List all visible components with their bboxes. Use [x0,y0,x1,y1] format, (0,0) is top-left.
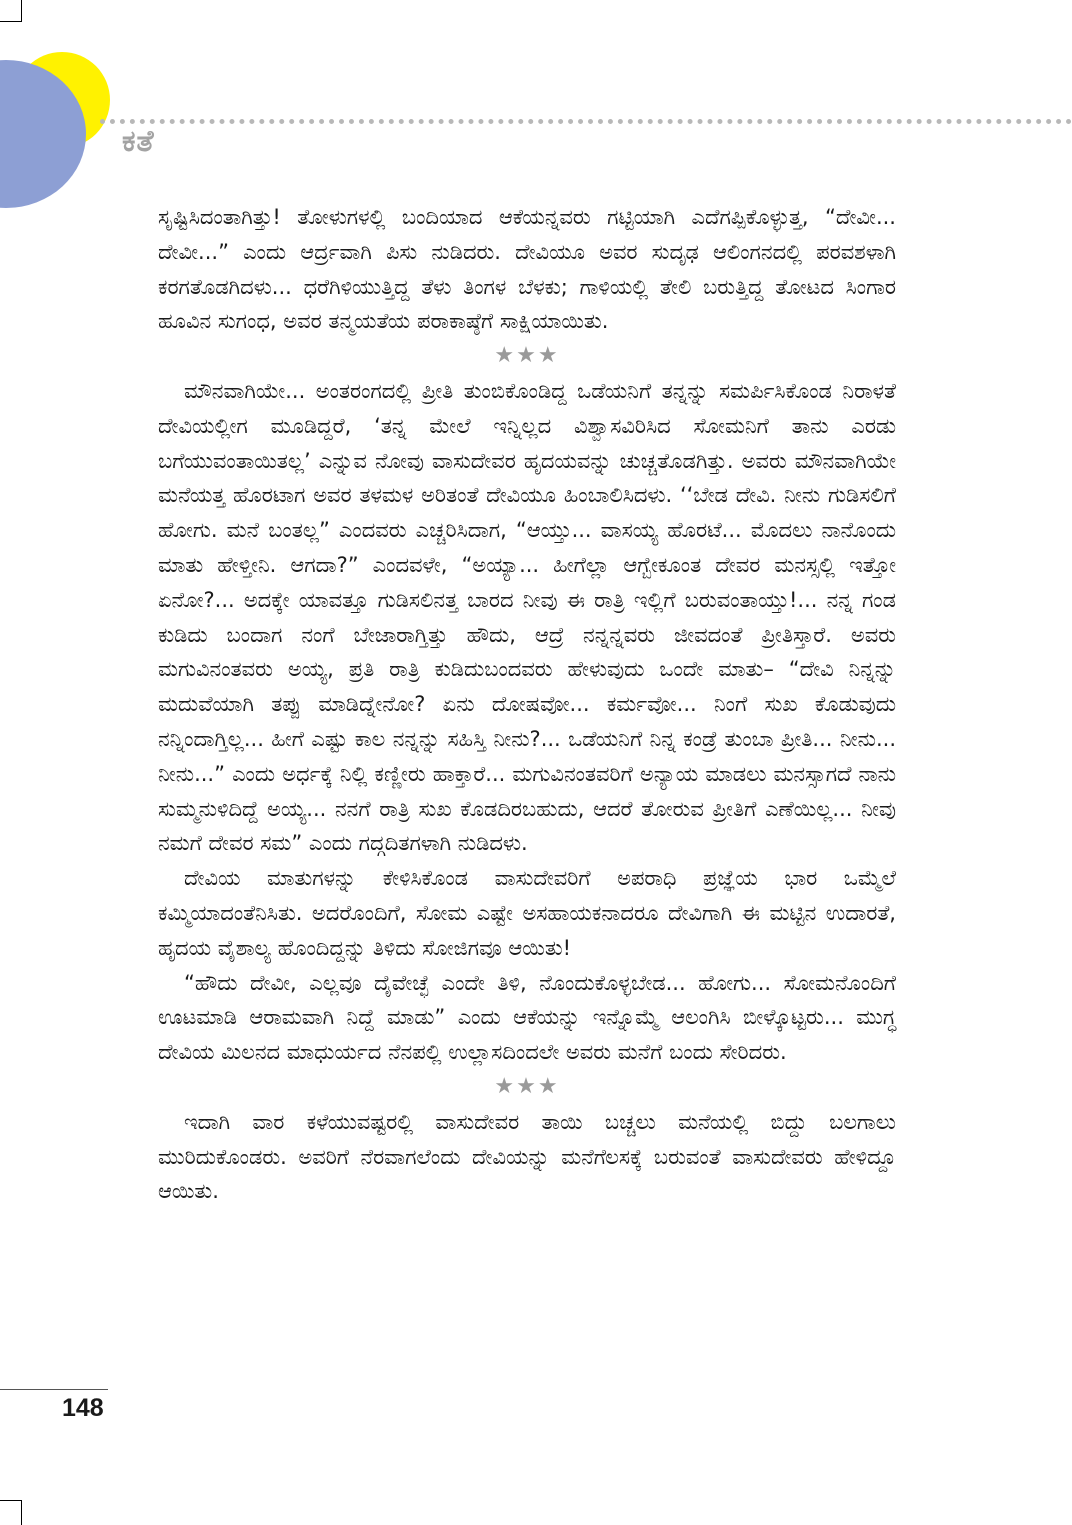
page-number: 148 [62,1394,104,1422]
page-number-rule [0,1389,108,1390]
header-dotted-rule [100,119,1072,124]
paragraph: ದೇವಿಯ ಮಾತುಗಳನ್ನು ಕೇಳಿಸಿಕೊಂಡ ವಾಸುದೇವರಿಗೆ ಅಪರಾಧಿ ಪ್ರಜ್ಞೆಯ ಭಾರ ಒಮ್ಮೆಲೆ ಕಮ್ಮಿಯಾದಂತೆನಿಸಿತು. ಅದರೊಂದಿಗೆ, ಸೋಮ ಎಷ್ಟೇ ಅಸಹಾಯಕನಾದರೂ ದೇವಿಗಾಗಿ ಈ ಮಟ್ಟಿನ ಉದಾರತೆ, ಹೃದಯ ವೈಶಾಲ್ಯ ಹೊಂದಿದ್ದನ್ನು ತಿಳಿದು ಸೋಜಿಗವೂ ಆಯಿತು! [158,866,896,960]
story-body [158,200,896,1209]
paragraph: ಇದಾಗಿ ವಾರ ಕಳೆಯುವಷ್ಟರಲ್ಲಿ ವಾಸುದೇವರ ತಾಯಿ ಬಚ್ಚಲು ಮನೆಯಲ್ಲಿ ಬಿದ್ದು ಬಲಗಾಲು ಮುರಿದುಕೊಂಡರು. ಅವರಿಗೆ ನೆರವಾಗಲೆಂದು ದೇವಿಯನ್ನು ಮನೆಗೆಲಸಕ್ಕೆ ಬರುವಂತೆ ವಾಸುದೇವರು ಹೇಳಿದ್ದೂ ಆಯಿತು. [158,1109,896,1204]
crop-mark-bottom-left-horizontal [0,1500,22,1501]
crop-mark-bottom-left [21,1500,22,1525]
section-label: ಕತೆ [122,124,155,159]
crop-mark-top-left-horizontal [0,21,22,22]
section-divider-stars: ★★★ [494,1073,560,1099]
paragraph: “ಹೌದು ದೇವೀ, ಎಲ್ಲವೂ ದೈವೇಚ್ಛೆ ಎಂದೇ ತಿಳಿ, ನೊಂದುಕೊಳ್ಳಬೇಡ... ಹೋಗು... ಸೋಮನೊಂದಿಗೆ ಊಟಮಾಡಿ ಆರಾಮವಾಗಿ ನಿದ್ದೆ ಮಾಡು” ಎಂದು ಆಕೆಯನ್ನು ಇನ್ನೊಮ್ಮೆ ಆಲಂಗಿಸಿ ಬೀಳ್ಕೊಟ್ಟರು... ಮುಗ್ಧ ದೇವಿಯ ಮಿಲನದ ಮಾಧುರ್ಯದ ನೆನಪಲ್ಲಿ ಉಲ್ಲಾಸದಿಂದಲೇ ಅವರು ಮನೆಗೆ ಬಂದು ಸೇರಿದರು. [158,970,896,1065]
crop-mark-top-left [21,0,22,22]
paragraph: ಸೃಷ್ಟಿಸಿದಂತಾಗಿತ್ತು! ತೋಳುಗಳಲ್ಲಿ ಬಂದಿಯಾದ ಆಕೆಯನ್ನವರು ಗಟ್ಟಿಯಾಗಿ ಎದೆಗಪ್ಪಿಕೊಳ್ಳುತ್ತ, “ದೇವೀ... ದೇವೀ...” ಎಂದು ಆರ್ದ್ರವಾಗಿ ಪಿಸು ನುಡಿದರು. ದೇವಿಯೂ ಅವರ ಸುದೃಢ ಆಲಿಂಗನದಲ್ಲಿ ಪರವಶಳಾಗಿ ಕರಗತೊಡಗಿದಳು... ಧರೆಗಿಳಿಯುತ್ತಿದ್ದ ತೆಳು ತಿಂಗಳ ಬೆಳಕು; ಗಾಳಿಯಲ್ಲಿ ತೇಲಿ ಬರುತ್ತಿದ್ದ ತೋಟದ ಸಿಂಗಾರ ಹೂವಿನ ಸುಗಂಧ, ಅವರ ತನ್ಮಯತೆಯ ಪರಾಕಾಷ್ಠೆಗೆ ಸಾಕ್ಷಿಯಾಯಿತು. [158,205,896,334]
section-divider-stars: ★★★ [494,343,560,369]
paragraph: ಮೌನವಾಗಿಯೇ... ಅಂತರಂಗದಲ್ಲಿ ಪ್ರೀತಿ ತುಂಬಿಕೊಂಡಿದ್ದ ಒಡೆಯನಿಗೆ ತನ್ನನ್ನು ಸಮರ್ಪಿಸಿಕೊಂಡ ನಿರಾಳತೆ ದೇವಿಯಲ್ಲೀಗ ಮೂಡಿದ್ದರೆ, ‘ತನ್ನ ಮೇಲೆ ಇನ್ನಿಲ್ಲದ ವಿಶ್ವಾಸವಿರಿಸಿದ ಸೋಮನಿಗೆ ತಾನು ಎರಡು ಬಗೆಯುವಂತಾಯಿತಲ್ಲ’ ಎನ್ನುವ ನೋವು ವಾಸುದೇವರ ಹೃದಯವನ್ನು ಚುಚ್ಚತೊಡಗಿತ್ತು. ಅವರು ಮೌನವಾಗಿಯೇ ಮನೆಯತ್ತ ಹೊರಟಾಗ ಅವರ ತಳಮಳ ಅರಿತಂತೆ ದೇವಿಯೂ ಹಿಂಬಾಲಿಸಿದಳು. ‘‘ಬೇಡ ದೇವಿ. ನೀನು ಗುಡಿಸಲಿಗೆ ಹೋಗು. ಮನೆ ಬಂತಲ್ಲ” ಎಂದವರು ಎಚ್ಚರಿಸಿದಾಗ, “ಆಯ್ತು... ವಾಸಯ್ಯ ಹೊರಟೆ... ಮೊದಲು ನಾನೊಂದು ಮಾತು ಹೇಳ್ತೀನಿ. ಆಗದಾ?” ಎಂದವಳೇ, “ಅಯ್ಯಾ... ಹೀಗೆಲ್ಲಾ ಆಗ್ಬೇಕೂಂತ ದೇವರ ಮನಸ್ಸಲ್ಲಿ ಇತ್ತೋ ಏನೋ?... ಅದಕ್ಕೇ ಯಾವತ್ತೂ ಗುಡಿಸಲಿನತ್ತ ಬಾರದ ನೀವು ಈ ರಾತ್ರಿ ಇಲ್ಲಿಗೆ ಬರುವಂತಾಯ್ತು!... ನನ್ನ ಗಂಡ ಕುಡಿದು ಬಂದಾಗ ನಂಗೆ ಬೇಜಾರಾಗ್ತಿತ್ತು ಹೌದು, ಆದ್ರೆ ನನ್ನನ್ನವರು ಜೀವದಂತೆ ಪ್ರೀತಿಸ್ತಾರೆ. ಅವರು ಮಗುವಿನಂತವರು ಅಯ್ಯ, ಪ್ರತಿ ರಾತ್ರಿ ಕುಡಿದುಬಂದವರು ಹೇಳುವುದು ಒಂದೇ ಮಾತು– “ದೇವಿ ನಿನ್ನನ್ನು ಮದುವೆಯಾಗಿ ತಪ್ಪು ಮಾಡಿದ್ನೇನೋ? ಏನು ದೋಷವೋ... ಕರ್ಮವೋ... ನಿಂಗೆ ಸುಖ ಕೊಡುವುದು ನನ್ನಿಂದಾಗ್ತಿಲ್ಲ... ಹೀಗೆ ಎಷ್ಟು ಕಾಲ ನನ್ನನ್ನು ಸಹಿಸ್ತಿ ನೀನು?... ಒಡೆಯನಿಗೆ ನಿನ್ನ ಕಂಡ್ರೆ ತುಂಬಾ ಪ್ರೀತಿ... ನೀನು... ನೀನು...” ಎಂದು ಅರ್ಧಕ್ಕೆ ನಿಲ್ಲಿ ಕಣ್ಣೀರು ಹಾಕ್ತಾರೆ... ಮಗುವಿನಂತವರಿಗೆ ಅನ್ಯಾಯ ಮಾಡಲು ಮನಸ್ಸಾಗದೆ ನಾನು ಸುಮ್ಮನುಳಿದಿದ್ದೆ ಅಯ್ಯ... ನನಗೆ ರಾತ್ರಿ ಸುಖ ಕೊಡದಿರಬಹುದು, ಆದರೆ ತೋರುವ ಪ್ರೀತಿಗೆ ಎಣೆಯಿಲ್ಲ... ನೀವು ನಮಗೆ ದೇವರ ಸಮ” ಎಂದು ಗದ್ಗದಿತಗಳಾಗಿ ನುಡಿದಳು. [158,378,896,856]
